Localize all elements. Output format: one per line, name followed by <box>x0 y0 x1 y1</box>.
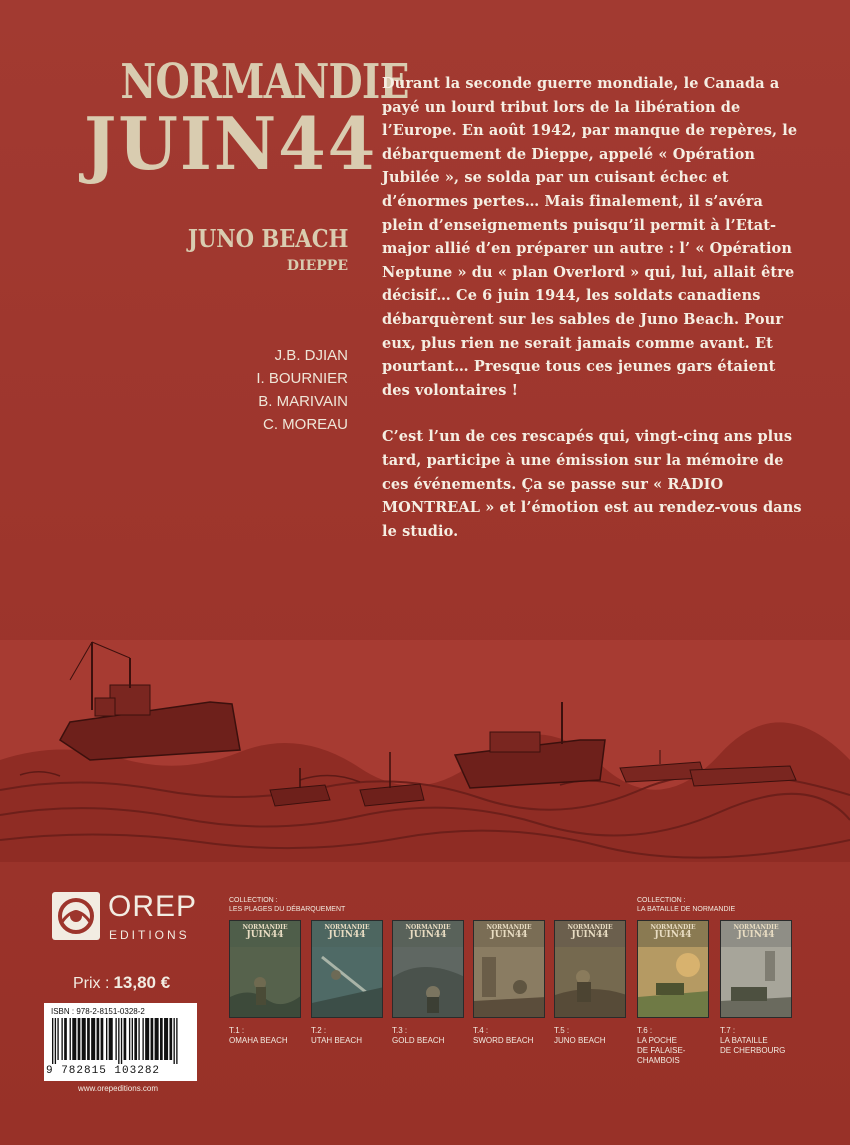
barcode-bar <box>118 1018 119 1064</box>
book-name <box>392 1036 472 1046</box>
website: www.orepeditions.com <box>78 1084 159 1093</box>
volume-title: JUNO BEACH <box>187 224 348 253</box>
book-name <box>229 1036 309 1046</box>
book-name <box>473 1036 553 1046</box>
book-number: T.2 : <box>311 1026 327 1035</box>
barcode-bar <box>101 1018 104 1060</box>
book-thumbnail <box>473 920 545 1045</box>
volume-subtitle: DIEPPE <box>286 258 348 274</box>
book-name <box>311 1036 391 1046</box>
book-cover-title: JUIN44 <box>571 930 609 940</box>
book-number: T.3 : <box>392 1026 408 1035</box>
price <box>73 973 170 993</box>
barcode-bar <box>70 1018 71 1060</box>
book-cover <box>229 920 301 1018</box>
book-number: T.5 : <box>554 1026 570 1035</box>
book-cover-illustration <box>638 947 709 1018</box>
isbn: ISBN : 978-2-8151-0328-2 <box>51 1007 145 1016</box>
book-number: T.4 : <box>473 1026 489 1035</box>
book-name-line: LA BATAILLE <box>720 1036 768 1045</box>
barcode-bar <box>115 1018 116 1060</box>
book-cover-title: NORMANDIE <box>242 924 288 931</box>
book-thumbnail <box>229 920 301 1045</box>
book-cover-illustration <box>312 947 383 1018</box>
barcode-bar <box>134 1018 137 1060</box>
book-cover-title: NORMANDIE <box>733 924 779 931</box>
book-cover-illustration <box>230 947 301 1018</box>
collection-label <box>229 896 345 914</box>
barcode-bar <box>121 1018 122 1064</box>
book-cover-title: JUIN44 <box>246 930 284 940</box>
barcode-bar <box>57 1018 58 1060</box>
book-cover-title: NORMANDIE <box>486 924 532 931</box>
book-cover-illustration <box>474 947 545 1018</box>
barcode-bar <box>138 1018 139 1060</box>
barcode-bar <box>61 1018 62 1060</box>
book-name-line: DE FALAISE- <box>637 1046 686 1055</box>
barcode-bar <box>164 1018 168 1060</box>
barcode-bar <box>109 1018 113 1060</box>
barcode-bar <box>64 1018 67 1060</box>
book-name-line: SWORD BEACH <box>473 1036 534 1045</box>
book-cover-title: JUIN44 <box>654 930 692 940</box>
barcode-bar <box>87 1018 90 1060</box>
author-name: C. MOREAU <box>262 416 348 433</box>
orep-logo-icon <box>52 892 100 940</box>
barcode-bars <box>52 1018 189 1064</box>
series-title <box>70 54 409 186</box>
book-thumbnail <box>311 920 383 1045</box>
barcode-bar <box>78 1018 81 1060</box>
barcode-bar <box>176 1018 177 1064</box>
collection-label <box>637 896 735 914</box>
book-name-line: OMAHA BEACH <box>229 1036 288 1045</box>
book-thumbnail <box>392 920 464 1045</box>
book-cover <box>720 920 792 1018</box>
book-cover-title: NORMANDIE <box>567 924 613 931</box>
authors-list <box>256 344 348 436</box>
book-name <box>720 1036 800 1056</box>
author-name: I. BOURNIER <box>256 370 348 387</box>
barcode <box>44 1003 197 1081</box>
barcode-bar <box>145 1018 149 1060</box>
barcode-bar <box>155 1018 159 1060</box>
series-title-line2: JUIN44 <box>84 101 378 186</box>
publisher-subtitle: EDITIONS <box>109 928 190 942</box>
book-name-line: JUNO BEACH <box>554 1036 606 1045</box>
synopsis-paragraph: Durant la seconde guerre mondiale, le Canada a payé un lourd tribut lors de la libération de l’Europe. En août 1942, par manque de repères, le débarquement de Dieppe, appelé « Opération Jubilée », se solda par un cuisant échec et d’énormes pertes… Mais finalement, il s’avéra plein d’enseignements puisqu’il permit à l’Etat-major allié d’en préparer un autre : l’ « Opération Neptune » du « plan Overlord » qui, lui, allait être décisif… Ce 6 juin 1944, les soldats canadiens débarquèrent sur les sables de Juno Beach. Pour eux, plus rien ne serait jamais comme avant. Et pourtant… Presque tous ces jeunes gars étaient des volontaires ! <box>382 75 798 399</box>
barcode-bar <box>91 1018 95 1060</box>
synopsis-paragraph: C’est l’un de ces rescapés qui, vingt-cinq ans plus tard, participe à une émission sur la mémoire de ces événements. Ça se passe sur « RADIO MONTREAL » et l’émotion est au rendez-vous dans le studio. <box>382 428 802 540</box>
collection-name: LA BATAILLE DE NORMANDIE <box>637 906 736 913</box>
book-cover-title: JUIN44 <box>409 930 447 940</box>
book-name-line: GOLD BEACH <box>392 1036 445 1045</box>
book-name-line: UTAH BEACH <box>311 1036 362 1045</box>
book-number: T.7 : <box>720 1026 736 1035</box>
publisher-logo <box>52 892 202 947</box>
book-cover-title: JUIN44 <box>328 930 366 940</box>
book-name <box>554 1036 634 1046</box>
barcode-bar <box>106 1018 107 1060</box>
book-name-line: LA POCHE <box>637 1036 678 1045</box>
book-name <box>637 1036 717 1066</box>
barcode-bar <box>169 1018 172 1060</box>
book-name-line: DE CHERBOURG <box>720 1046 786 1055</box>
price-label: Prix : <box>73 975 110 992</box>
book-thumbnail <box>720 920 792 1055</box>
book-thumbnail <box>554 920 626 1045</box>
book-cover-title: NORMANDIE <box>405 924 451 931</box>
book-cover-illustration <box>393 947 464 1018</box>
barcode-bar <box>124 1018 127 1060</box>
book-number: T.1 : <box>229 1026 245 1035</box>
barcode-bar <box>97 1018 100 1060</box>
barcode-bar <box>129 1018 130 1060</box>
book-cover-illustration <box>721 947 792 1018</box>
collection-heading: COLLECTION : <box>637 897 686 904</box>
synopsis <box>382 72 802 543</box>
barcode-bar <box>52 1018 53 1064</box>
book-name-line: CHAMBOIS <box>637 1056 680 1065</box>
book-cover <box>473 920 545 1018</box>
barcode-bar <box>151 1018 154 1060</box>
book-thumbnail <box>637 920 709 1065</box>
barcode-bar <box>142 1018 143 1060</box>
barcode-bar <box>160 1018 163 1060</box>
barcode-digits: 9 782815 103282 <box>46 1065 161 1077</box>
barcode-bar <box>72 1018 76 1060</box>
book-cover <box>392 920 464 1018</box>
author-name: B. MARIVAIN <box>258 393 348 410</box>
barcode-bar <box>132 1018 133 1060</box>
collection-name: LES PLAGES DU DÉBARQUEMENT <box>229 906 346 913</box>
barcode-bar <box>55 1018 56 1064</box>
author-name: J.B. DJIAN <box>274 347 348 364</box>
book-cover-title: NORMANDIE <box>650 924 696 931</box>
book-number: T.6 : <box>637 1026 653 1035</box>
book-cover <box>311 920 383 1018</box>
publisher-name: OREP <box>108 890 198 923</box>
price-value: 13,80 € <box>113 973 171 992</box>
collection-heading: COLLECTION : <box>229 897 278 904</box>
book-cover-title: JUIN44 <box>737 930 775 940</box>
book-cover-title: JUIN44 <box>490 930 528 940</box>
book-cover <box>637 920 709 1018</box>
book-cover-title: NORMANDIE <box>324 924 370 931</box>
warships-artwork <box>0 640 850 862</box>
book-cover-illustration <box>555 947 626 1018</box>
book-cover <box>554 920 626 1018</box>
barcode-bar <box>174 1018 175 1064</box>
barcode-bar <box>82 1018 86 1060</box>
series-title-line1: NORMANDIE <box>120 54 409 110</box>
